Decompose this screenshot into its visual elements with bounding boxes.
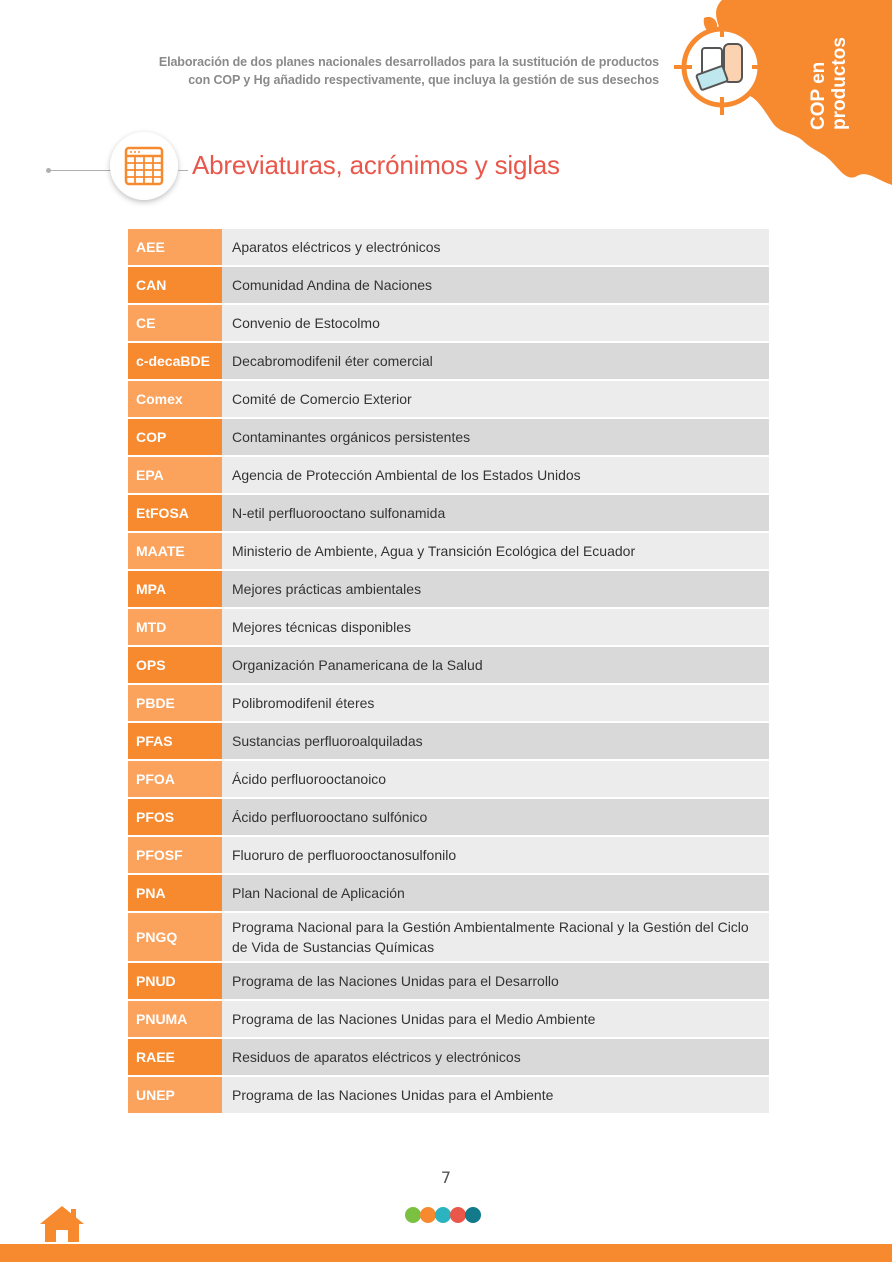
color-dot xyxy=(435,1207,451,1223)
table-row xyxy=(128,533,769,569)
table-row xyxy=(128,229,769,265)
abbreviation-description: Decabromodifenil éter comercial xyxy=(222,343,769,379)
abbreviation-description: Sustancias perfluoroalquiladas xyxy=(222,723,769,759)
table-row xyxy=(128,1001,769,1037)
abbreviation-description: Mejores prácticas ambientales xyxy=(222,571,769,607)
abbreviation-description: Programa de las Naciones Unidas para el Desarrollo xyxy=(222,963,769,999)
abbreviation-code: PFAS xyxy=(128,723,222,759)
side-title: COP en productos xyxy=(808,37,850,130)
table-row xyxy=(128,571,769,607)
color-dot xyxy=(405,1207,421,1223)
table-row xyxy=(128,761,769,797)
abbreviations-table-body xyxy=(128,229,769,1113)
color-dots xyxy=(405,1207,480,1223)
abbreviation-description: Ministerio de Ambiente, Agua y Transición Ecológica del Ecuador xyxy=(222,533,769,569)
subtitle-line-1: Elaboración de dos planes nacionales desarrollados para la sustitución de productos xyxy=(158,55,659,69)
abbreviation-description: N-etil perfluorooctano sulfonamida xyxy=(222,495,769,531)
abbreviation-code: CE xyxy=(128,305,222,341)
home-icon[interactable] xyxy=(38,1204,86,1244)
abbreviation-code: PFOSF xyxy=(128,837,222,873)
color-dot xyxy=(450,1207,466,1223)
abbreviation-description: Fluoruro de perfluorooctanosulfonilo xyxy=(222,837,769,873)
table-row xyxy=(128,837,769,873)
table-row xyxy=(128,1077,769,1113)
subtitle-line-2: con COP y Hg añadido respectivamente, que incluya la gestión de sus desechos xyxy=(188,73,659,87)
abbreviation-code: PNUD xyxy=(128,963,222,999)
abbreviation-code: EPA xyxy=(128,457,222,493)
abbreviation-code: MTD xyxy=(128,609,222,645)
abbreviation-code: c-decaBDE xyxy=(128,343,222,379)
abbreviation-description: Polibromodifenil éteres xyxy=(222,685,769,721)
document-subtitle xyxy=(159,53,659,89)
page-title: Abreviaturas, acrónimos y siglas xyxy=(192,150,560,180)
abbreviation-code: Comex xyxy=(128,381,222,417)
abbreviation-description: Programa de las Naciones Unidas para el Medio Ambiente xyxy=(222,1001,769,1037)
abbreviation-code: PNUMA xyxy=(128,1001,222,1037)
abbreviation-description: Plan Nacional de Aplicación xyxy=(222,875,769,911)
abbreviation-description: Programa de las Naciones Unidas para el Ambiente xyxy=(222,1077,769,1113)
table-row xyxy=(128,723,769,759)
table-row xyxy=(128,609,769,645)
table-row xyxy=(128,457,769,493)
table-row xyxy=(128,963,769,999)
table-row xyxy=(128,875,769,911)
table-row xyxy=(128,495,769,531)
abbreviation-code: PFOS xyxy=(128,799,222,835)
abbreviation-description: Organización Panamericana de la Salud xyxy=(222,647,769,683)
title-line xyxy=(48,170,112,171)
abbreviation-description: Comunidad Andina de Naciones xyxy=(222,267,769,303)
color-dot xyxy=(420,1207,436,1223)
table-row xyxy=(128,647,769,683)
abbreviation-description: Comité de Comercio Exterior xyxy=(222,381,769,417)
table-row xyxy=(128,381,769,417)
abbreviation-code: PFOA xyxy=(128,761,222,797)
abbreviation-description: Ácido perfluorooctanoico xyxy=(222,761,769,797)
table-row xyxy=(128,685,769,721)
table-row xyxy=(128,305,769,341)
abbreviation-code: MPA xyxy=(128,571,222,607)
abbreviation-description: Programa Nacional para la Gestión Ambientalmente Racional y la Gestión del Ciclo de Vida de Sustancias Químicas xyxy=(222,913,769,961)
abbreviation-code: PBDE xyxy=(128,685,222,721)
abbreviation-code: OPS xyxy=(128,647,222,683)
abbreviation-code: UNEP xyxy=(128,1077,222,1113)
table-row xyxy=(128,913,769,961)
abbreviation-description: Agencia de Protección Ambiental de los Estados Unidos xyxy=(222,457,769,493)
abbreviation-code: PNA xyxy=(128,875,222,911)
abbreviation-code: PNGQ xyxy=(128,913,222,961)
abbreviation-code: EtFOSA xyxy=(128,495,222,531)
table-row xyxy=(128,1039,769,1075)
abbreviation-description: Contaminantes orgánicos persistentes xyxy=(222,419,769,455)
section-header xyxy=(0,130,892,210)
abbreviation-code: MAATE xyxy=(128,533,222,569)
abbreviation-description: Aparatos eléctricos y electrónicos xyxy=(222,229,769,265)
abbreviation-description: Mejores técnicas disponibles xyxy=(222,609,769,645)
table-row xyxy=(128,343,769,379)
abbreviation-code: COP xyxy=(128,419,222,455)
page-number: 7 xyxy=(440,1168,452,1187)
abbreviation-code: RAEE xyxy=(128,1039,222,1075)
abbreviation-code: AEE xyxy=(128,229,222,265)
abbreviations-table xyxy=(128,227,769,1115)
abbreviation-description: Ácido perfluorooctano sulfónico xyxy=(222,799,769,835)
color-dot xyxy=(465,1207,481,1223)
footer-bar xyxy=(0,1244,892,1262)
abbreviation-description: Convenio de Estocolmo xyxy=(222,305,769,341)
table-row xyxy=(128,267,769,303)
abbreviation-description: Residuos de aparatos eléctricos y electrónicos xyxy=(222,1039,769,1075)
table-grid-icon xyxy=(110,132,178,200)
title-tick xyxy=(178,170,188,171)
abbreviation-code: CAN xyxy=(128,267,222,303)
table-row xyxy=(128,419,769,455)
table-row xyxy=(128,799,769,835)
